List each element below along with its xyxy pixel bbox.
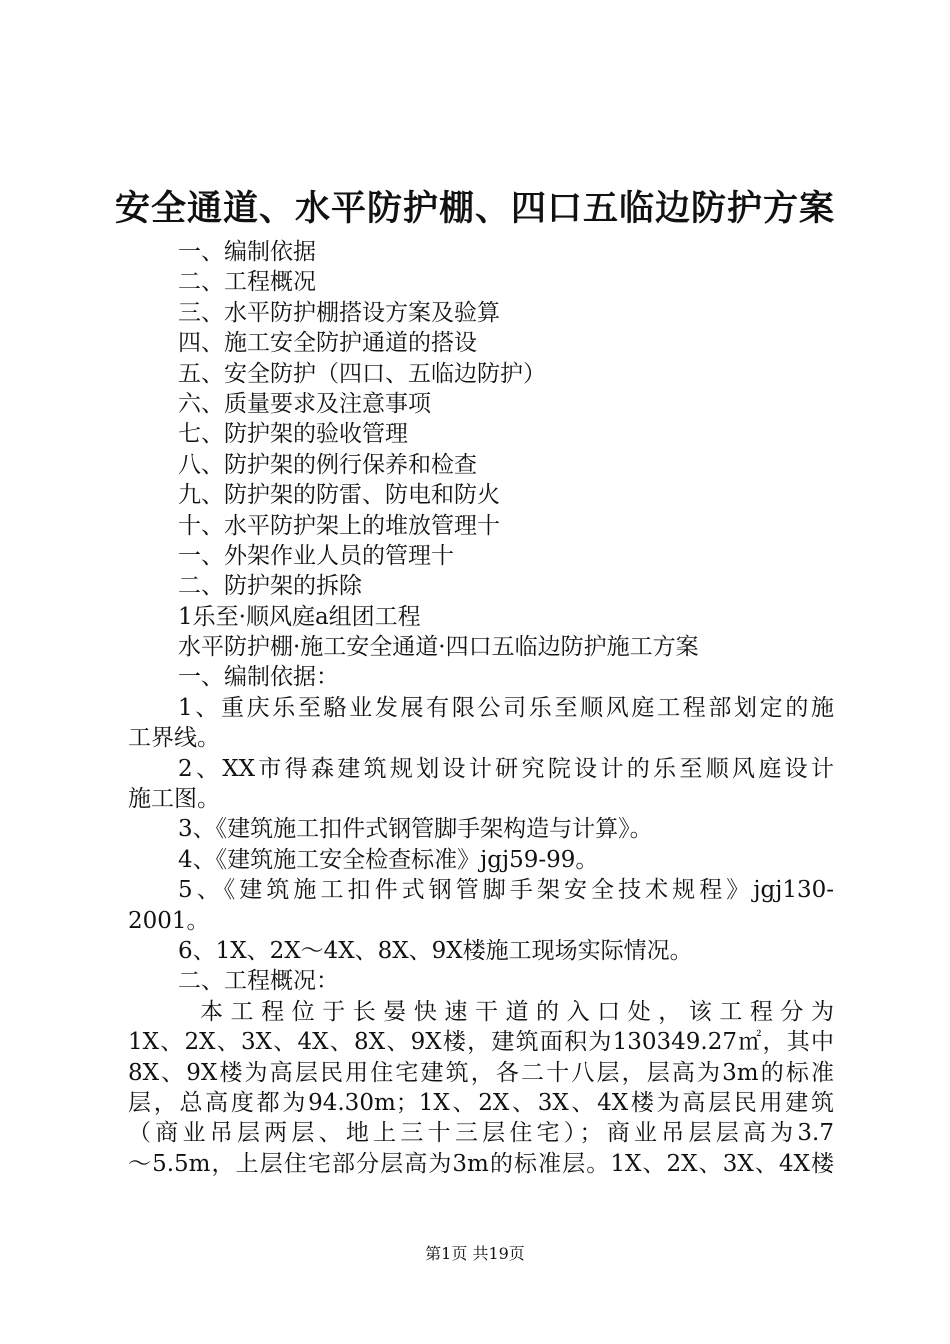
overview-line: 1X、2X、3X、4X、8X、9X楼，建筑面积为130349.27㎡，其中 [128,1029,834,1056]
toc-item: 三、水平防护棚搭设方案及验算 [178,299,500,326]
toc-item: 六、质量要求及注意事项 [178,390,431,417]
toc-item: 一、编制依据 [178,239,316,265]
section-heading-overview: 二、工程概况： [178,968,339,995]
page-footer: 第1页 共19页 [425,1244,525,1263]
toc-item: 一、外架作业人员的管理十 [178,542,454,569]
basis-item-1-cont: 工界线。 [128,725,220,752]
overview-line: 本工程位于长晏快速干道的入口处，该工程分为 [200,998,834,1025]
toc-item: 四、施工安全防护通道的搭设 [178,330,477,357]
basis-item-2-cont: 施工图。 [128,786,220,813]
overview-line: （商业吊层两层、地上三十三层住宅）；商业吊层层高为3.7 [128,1120,834,1147]
overview-line: ～5.5m，上层住宅部分层高为3m的标准层。1X、2X、3X、4X楼 [128,1150,835,1177]
toc-item: 十、水平防护架上的堆放管理十 [178,512,500,539]
document-body [128,237,834,1179]
basis-item-1: 1、重庆乐至駱业发展有限公司乐至顺风庭工程部划定的施 [178,694,834,721]
toc-item: 七、防护架的验收管理 [178,421,408,448]
toc-item: 八、防护架的例行保养和检查 [178,451,477,478]
basis-item-5-cont: 2001。 [128,907,210,934]
toc-item: 五、安全防护（四口、五临边防护） [178,360,546,387]
project-name: 1乐至·顺风庭a组团工程 [178,603,421,630]
section-heading-basis: 一、编制依据： [178,664,339,691]
basis-item-5: 5、《建筑施工扣件式钢管脚手架安全技术规程》jgj130- [178,877,834,904]
toc-item: 二、防护架的拆除 [178,573,362,600]
overview-line: 层，总高度都为94.30m；1X、2X、3X、4X楼为高层民用建筑 [128,1089,834,1116]
overview-line: 8X、9X楼为高层民用住宅建筑，各二十八层，层高为3m的标准 [128,1059,834,1086]
toc-item: 二、工程概况 [178,269,316,296]
document-subtitle: 水平防护棚·施工安全通道·四口五临边防护施工方案 [178,634,699,661]
toc-item: 九、防护架的防雷、防电和防火 [178,482,500,509]
basis-item-6: 6、1X、2X～4X、8X、9X楼施工现场实际情况。 [178,937,693,964]
document-title: 安全通道、水平防护棚、四口五临边防护方案 [114,188,835,229]
basis-item-3: 3、《建筑施工扣件式钢管脚手架构造与计算》。 [178,816,653,843]
basis-item-2: 2、XX市得森建筑规划设计研究院设计的乐至顺风庭设计 [178,755,834,782]
basis-item-4: 4、《建筑施工安全检查标准》jgj59-99。 [178,846,599,873]
